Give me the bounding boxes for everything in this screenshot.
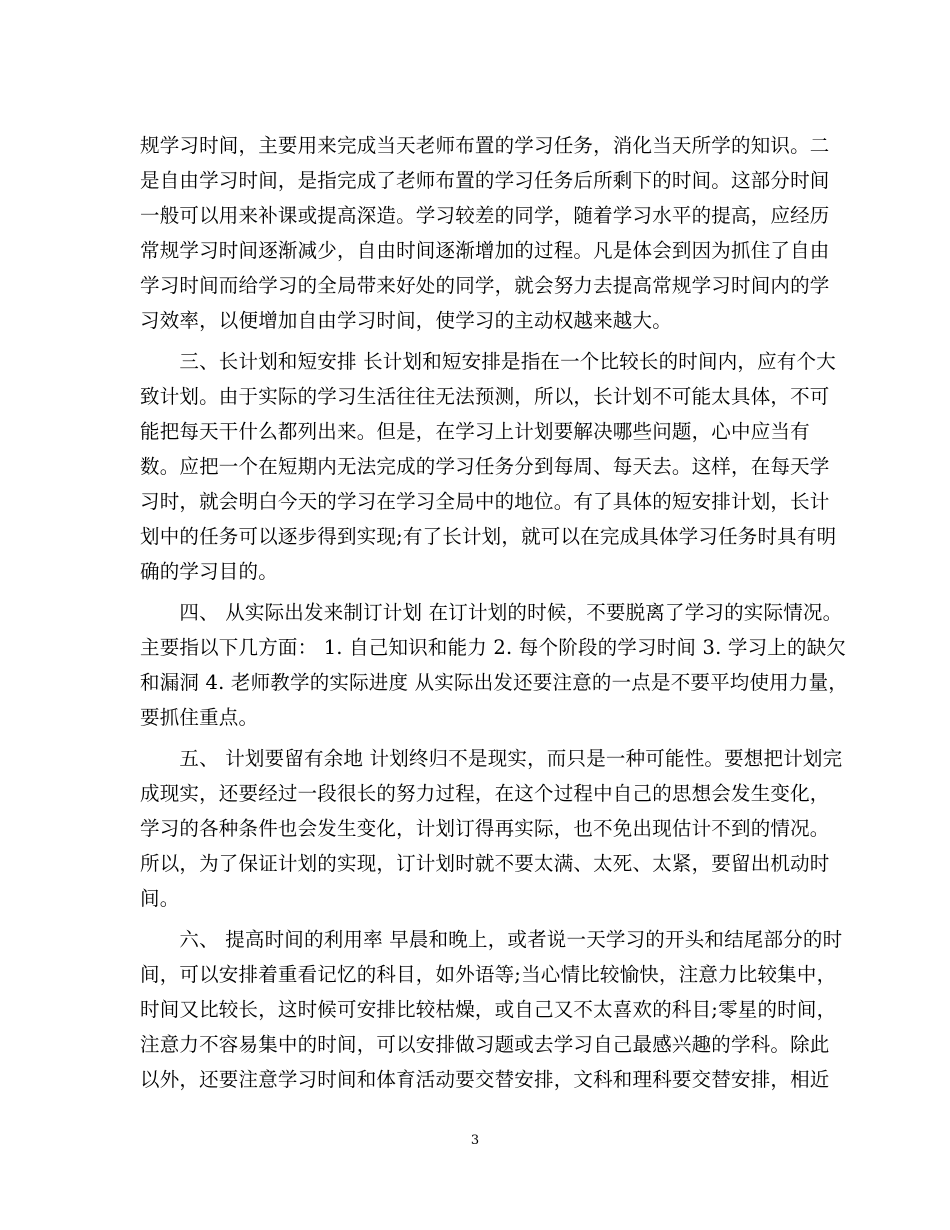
text-line: 五、 计划要留有余地 计划终归不是现实，而只是一种可能性。要想把计划完 (140, 747, 843, 770)
text-line: 三、长计划和短安排 长计划和短安排是指在一个比较长的时间内，应有个大 (140, 350, 836, 373)
text-line: 规学习时间，主要用来完成当天老师布置的学习任务，消化当天所学的知识。二 (140, 134, 830, 157)
page-number: 3 (470, 1133, 480, 1148)
text-line: 成现实，还要经过一段很长的努力过程，在这个过程中自己的思想会发生变化， (140, 782, 830, 805)
text-line: 习时，就会明白今天的学习在学习全局中的地位。有了具体的短安排计划，长计 (140, 490, 830, 513)
text-line: 注意力不容易集中的时间，可以安排做习题或去学习自己最感兴趣的学科。除此 (140, 1033, 830, 1056)
text-line: 致计划。由于实际的学习生活往往无法预测，所以，长计划不可能太具体，不可 (140, 385, 830, 408)
text-line: 习效率，以便增加自由学习时间，使学习的主动权越来越大。 (140, 309, 672, 332)
text-line: 确的学习目的。 (140, 560, 278, 583)
text-line: 四、 从实际出发来制订计划 在订计划的时候，不要脱离了学习的实际情况。 (140, 601, 843, 624)
text-line: 六、 提高时间的利用率 早晨和晚上，或者说一天学习的开头和结尾部分的时 (140, 928, 843, 951)
text-line: 一般可以用来补课或提高深造。学习较差的同学，随着学习水平的提高，应经历 (140, 204, 830, 227)
text-line: 间。 (140, 887, 180, 910)
text-line: 时间又比较长，这时候可安排比较枯燥，或自己又不太喜欢的科目;零星的时间， (140, 998, 837, 1021)
text-line: 间，可以安排着重看记忆的科目，如外语等;当心情比较愉快，注意力比较集中， (140, 963, 837, 986)
text-line: 要抓住重点。 (140, 706, 259, 729)
text-line: 和漏洞 4. 老师教学的实际进度 从实际出发还要注意的一点是不要平均使用力量， (140, 671, 849, 694)
text-line: 以外，还要注意学习时间和体育活动要交替安排，文科和理科要交替安排，相近 (140, 1068, 830, 1091)
text-line: 所以，为了保证计划的实现，订计划时就不要太满、太死、太紧，要留出机动时 (140, 852, 830, 875)
text-line: 能把每天干什么都列出来。但是，在学习上计划要解决哪些问题，心中应当有 (140, 420, 810, 443)
text-line: 数。应把一个在短期内无法完成的学习任务分到每周、每天去。这样，在每天学 (140, 455, 830, 478)
text-line: 主要指以下几方面： 1. 自己知识和能力 2. 每个阶段的学习时间 3. 学习上的缺欠 (140, 636, 847, 659)
text-line: 学习时间而给学习的全局带来好处的同学，就会努力去提高常规学习时间内的学 (140, 274, 830, 297)
text-line: 学习的各种条件也会发生变化，计划订得再实际，也不免出现估计不到的情况。 (140, 817, 830, 840)
text-line: 常规学习时间逐渐减少，自由时间逐渐增加的过程。凡是体会到因为抓住了自由 (140, 239, 830, 262)
text-line: 划中的任务可以逐步得到实现;有了长计划，就可以在完成具体学习任务时具有明 (140, 525, 837, 548)
text-line: 是自由学习时间，是指完成了老师布置的学习任务后所剩下的时间。这部分时间 (140, 169, 830, 192)
